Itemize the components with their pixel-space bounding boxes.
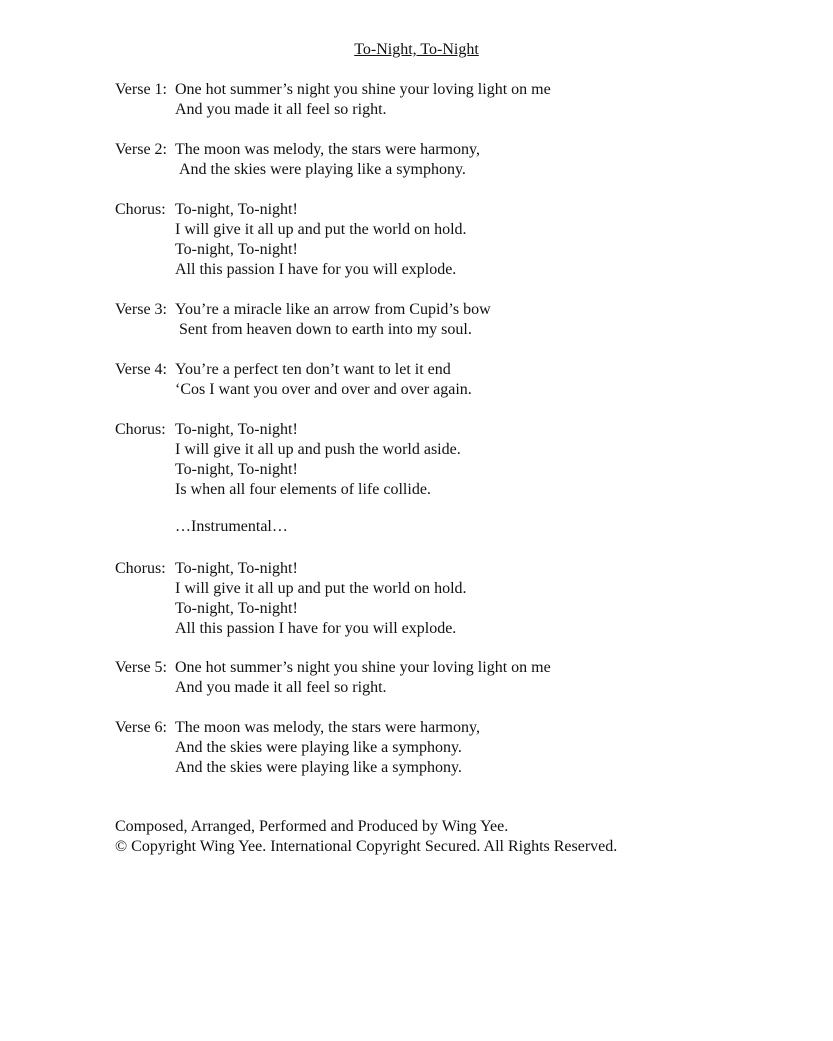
- credits-footer: [115, 817, 617, 857]
- verse-5: [115, 658, 551, 698]
- verse-6: [115, 718, 480, 778]
- lyric-line: All this passion I have for you will explode.: [175, 620, 457, 637]
- section-label: Verse 2:: [115, 141, 167, 158]
- lyric-line: One hot summer’s night you shine your loving light on me: [175, 81, 551, 98]
- section-label: Verse 3:: [115, 301, 167, 318]
- lyric-line: And the skies were playing like a symphony.: [175, 739, 462, 756]
- lyric-line: The moon was melody, the stars were harmony,: [175, 141, 480, 158]
- verse-1: [115, 80, 551, 120]
- lyric-line: To-night, To-night!: [175, 241, 298, 258]
- lyric-line: To-night, To-night!: [175, 421, 298, 438]
- section-label: Chorus:: [115, 560, 166, 577]
- lyric-line: One hot summer’s night you shine your loving light on me: [175, 659, 551, 676]
- lyric-line: And you made it all feel so right.: [175, 679, 387, 696]
- section-label: Chorus:: [115, 201, 166, 218]
- instrumental-note: …Instrumental…: [175, 518, 288, 535]
- lyric-line: To-night, To-night!: [175, 560, 298, 577]
- lyric-line: ‘Cos I want you over and over and over again.: [175, 381, 472, 398]
- verse-3: [115, 300, 491, 340]
- verse-4: [115, 360, 472, 400]
- verse-2: [115, 140, 480, 180]
- copyright-line: © Copyright Wing Yee. International Copyright Secured. All Rights Reserved.: [115, 838, 618, 855]
- credits-line: Composed, Arranged, Performed and Produced by Wing Yee.: [115, 818, 509, 835]
- lyric-line: To-night, To-night!: [175, 201, 298, 218]
- lyric-line: You’re a perfect ten don’t want to let it end: [175, 361, 451, 378]
- chorus-2: [115, 420, 461, 500]
- lyric-line: And the skies were playing like a symphony.: [179, 161, 466, 178]
- chorus-1: [115, 200, 467, 280]
- song-title: To-Night, To-Night: [354, 41, 479, 58]
- lyric-line: To-night, To-night!: [175, 600, 298, 617]
- lyric-line: I will give it all up and put the world on hold.: [175, 221, 467, 238]
- section-label: Verse 4:: [115, 361, 167, 378]
- section-label: Verse 1:: [115, 81, 167, 98]
- lyric-line: I will give it all up and put the world on hold.: [175, 580, 467, 597]
- lyric-line: The moon was melody, the stars were harmony,: [175, 719, 480, 736]
- lyric-line: Is when all four elements of life collide.: [175, 481, 431, 498]
- section-label: Verse 6:: [115, 719, 167, 736]
- lyric-line: I will give it all up and push the world aside.: [175, 441, 461, 458]
- section-label: Verse 5:: [115, 659, 167, 676]
- lyric-line: Sent from heaven down to earth into my soul.: [179, 321, 472, 338]
- chorus-3: [115, 559, 467, 639]
- lyric-line: And the skies were playing like a symphony.: [175, 759, 462, 776]
- lyric-line: To-night, To-night!: [175, 461, 298, 478]
- lyric-line: You’re a miracle like an arrow from Cupid’s bow: [175, 301, 491, 318]
- section-label: Chorus:: [115, 421, 166, 438]
- lyric-line: And you made it all feel so right.: [175, 101, 387, 118]
- lyric-line: All this passion I have for you will explode.: [175, 261, 457, 278]
